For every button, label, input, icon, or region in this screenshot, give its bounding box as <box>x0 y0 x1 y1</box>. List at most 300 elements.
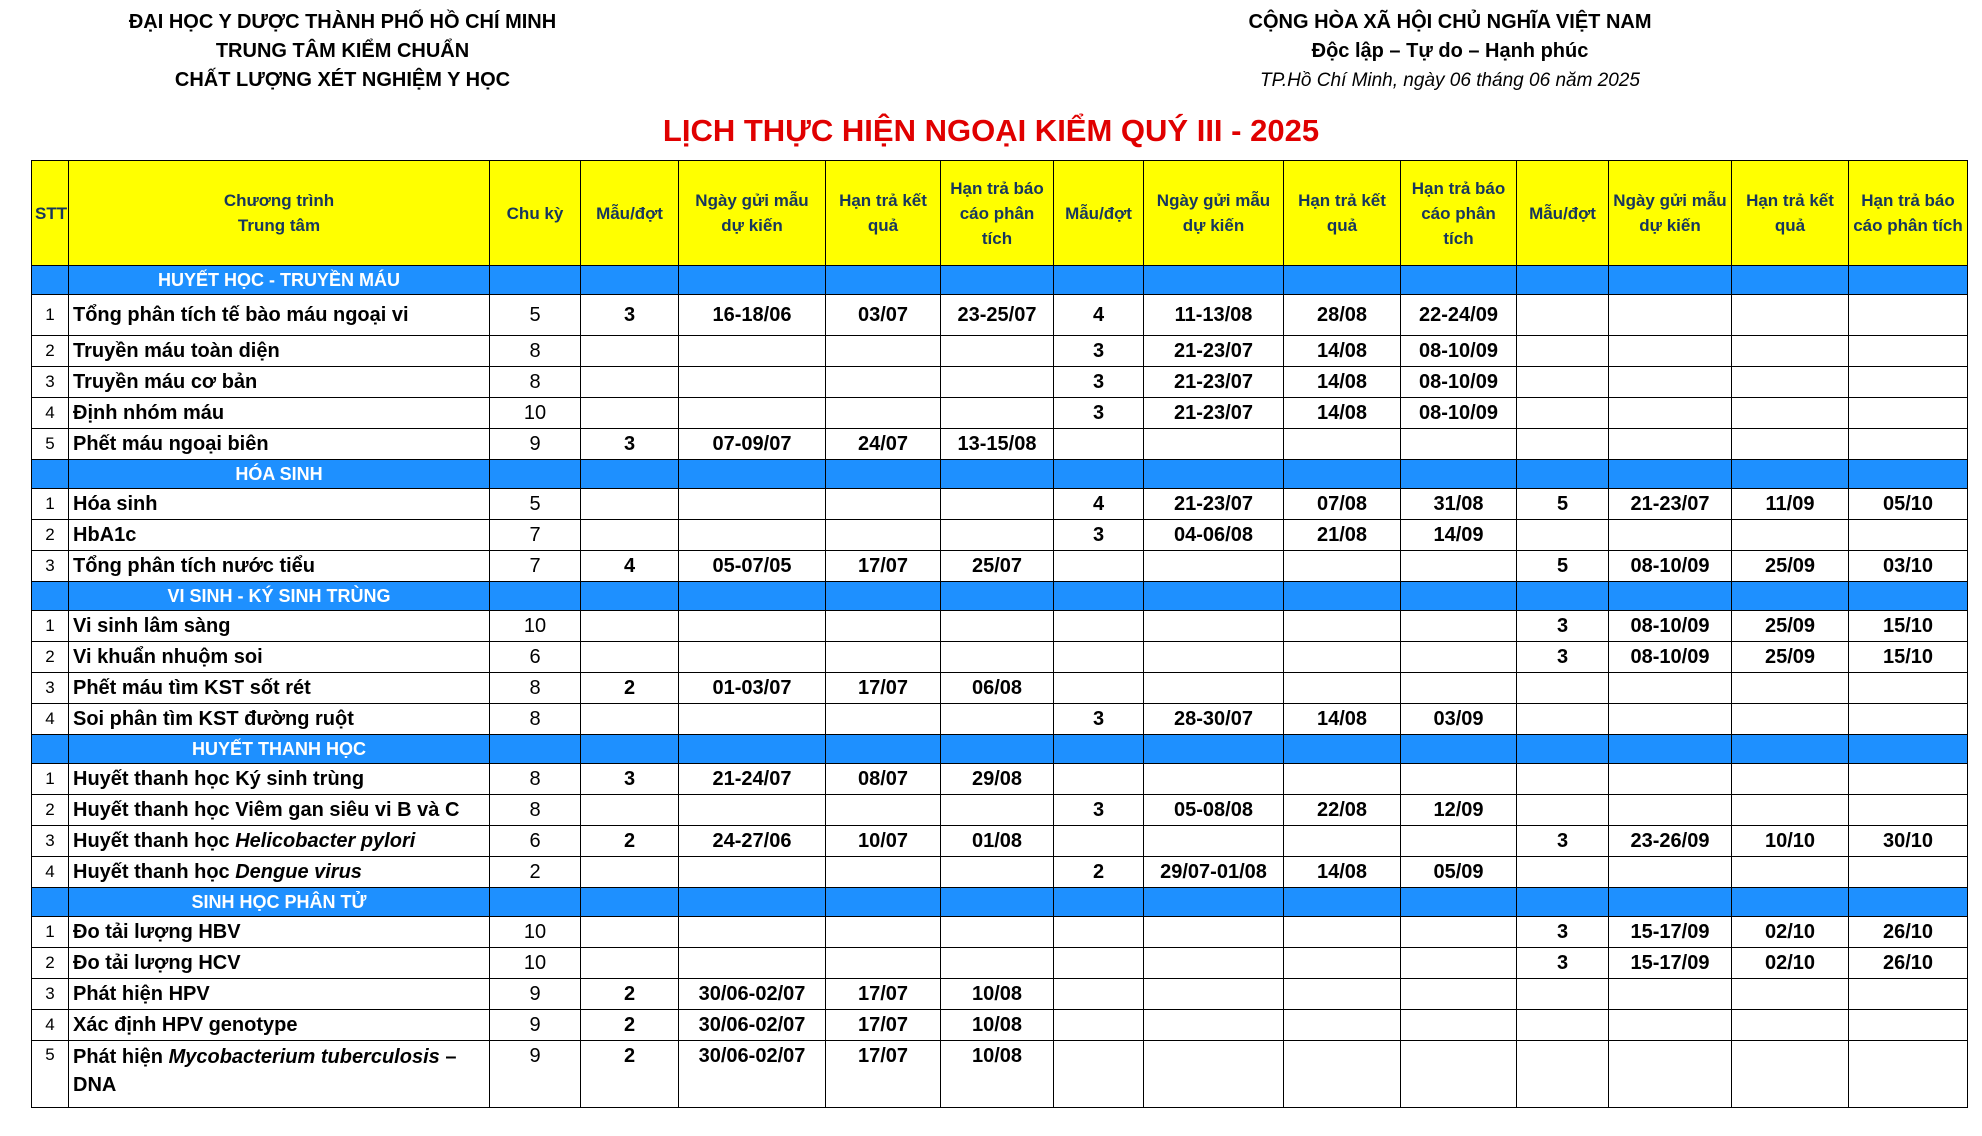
row-g3-report <box>1849 429 1968 460</box>
row-g2-send <box>1144 429 1284 460</box>
row-g2-batch: 2 <box>1054 857 1144 888</box>
row-g1-batch: 3 <box>581 295 679 336</box>
section-empty-cell <box>1849 888 1968 917</box>
col-header-stt: STT <box>32 161 69 266</box>
section-header-row <box>32 888 1968 917</box>
row-g3-send <box>1609 704 1732 735</box>
section-empty-cell <box>1849 460 1968 489</box>
section-empty-cell <box>679 735 826 764</box>
program-name-text: Huyết thanh học <box>73 829 236 852</box>
row-g1-result: 03/07 <box>826 295 941 336</box>
table-row <box>32 795 1968 826</box>
row-g3-report <box>1849 704 1968 735</box>
row-g3-batch: 3 <box>1517 917 1609 948</box>
row-g2-batch <box>1054 826 1144 857</box>
row-g2-send: 29/07-01/08 <box>1144 857 1284 888</box>
row-g1-send <box>679 611 826 642</box>
row-g3-send: 23-26/09 <box>1609 826 1732 857</box>
row-g2-result <box>1284 611 1401 642</box>
row-g2-send <box>1144 1010 1284 1041</box>
row-g1-result <box>826 917 941 948</box>
institution-line-2: TRUNG TÂM KIỂM CHUẨN <box>215 40 470 62</box>
row-g1-send: 05-07/05 <box>679 551 826 582</box>
row-g1-batch <box>581 336 679 367</box>
row-g1-report <box>941 917 1054 948</box>
row-g1-result <box>826 367 941 398</box>
row-program-name: Xác định HPV genotype <box>69 1010 490 1041</box>
row-cycle: 8 <box>490 367 581 398</box>
section-empty-cell <box>679 888 826 917</box>
row-g2-report <box>1401 764 1517 795</box>
table-row <box>32 1041 1968 1108</box>
row-stt: 2 <box>32 948 69 979</box>
col-header-g1-report: Hạn trả báo cáo phân tích <box>941 161 1054 266</box>
row-g2-report <box>1401 551 1517 582</box>
section-empty-cell <box>1849 582 1968 611</box>
row-g2-send: 11-13/08 <box>1144 295 1284 336</box>
row-g1-report <box>941 489 1054 520</box>
section-empty-cell <box>1849 266 1968 295</box>
row-cycle: 5 <box>490 295 581 336</box>
row-g3-batch <box>1517 979 1609 1010</box>
section-empty-cell <box>1517 266 1609 295</box>
row-stt: 4 <box>32 857 69 888</box>
section-empty-cell <box>1144 460 1284 489</box>
row-g2-report <box>1401 1041 1517 1108</box>
table-row <box>32 520 1968 551</box>
section-empty-cell <box>941 582 1054 611</box>
table-row <box>32 398 1968 429</box>
row-g2-batch: 3 <box>1054 398 1144 429</box>
row-g2-send: 28-30/07 <box>1144 704 1284 735</box>
row-g1-report: 25/07 <box>941 551 1054 582</box>
row-stt: 1 <box>32 295 69 336</box>
section-empty-cell <box>1284 888 1401 917</box>
section-empty-cell <box>1284 735 1401 764</box>
section-title: HUYẾT HỌC - TRUYỀN MÁU <box>69 266 490 295</box>
section-empty-cell <box>1284 582 1401 611</box>
row-g3-batch <box>1517 367 1609 398</box>
row-g3-result <box>1732 398 1849 429</box>
row-g2-result: 14/08 <box>1284 857 1401 888</box>
row-g2-result: 14/08 <box>1284 704 1401 735</box>
section-empty-cell <box>581 460 679 489</box>
row-g1-batch <box>581 857 679 888</box>
row-g2-report <box>1401 917 1517 948</box>
row-g3-result: 02/10 <box>1732 948 1849 979</box>
row-g2-batch <box>1054 979 1144 1010</box>
schedule-table <box>31 160 1968 1108</box>
section-empty-cell <box>1144 266 1284 295</box>
section-empty-cell <box>826 460 941 489</box>
row-program-name: Phết máu ngoại biên <box>69 429 490 460</box>
row-g1-report: 01/08 <box>941 826 1054 857</box>
row-cycle: 8 <box>490 704 581 735</box>
row-g3-batch <box>1517 1010 1609 1041</box>
row-g3-send: 21-23/07 <box>1609 489 1732 520</box>
row-program-name <box>69 826 490 857</box>
section-empty-cell <box>1401 582 1517 611</box>
program-name-text: Phát hiện <box>73 1046 169 1068</box>
row-g2-send: 21-23/07 <box>1144 367 1284 398</box>
row-g2-send <box>1144 611 1284 642</box>
col-header-program <box>69 161 490 266</box>
row-g2-send <box>1144 948 1284 979</box>
row-g3-result <box>1732 764 1849 795</box>
row-program-name: Vi sinh lâm sàng <box>69 611 490 642</box>
col-header-program-line2: Trung tâm <box>237 216 321 235</box>
row-program-name: Đo tải lượng HBV <box>69 917 490 948</box>
row-g1-result: 17/07 <box>826 1041 941 1108</box>
row-g1-send: 24-27/06 <box>679 826 826 857</box>
row-g3-result <box>1732 795 1849 826</box>
row-g2-batch <box>1054 948 1144 979</box>
row-g1-result: 17/07 <box>826 673 941 704</box>
table-row <box>32 704 1968 735</box>
row-program-name: Tổng phân tích tế bào máu ngoại vi <box>69 295 490 336</box>
row-g3-batch: 5 <box>1517 489 1609 520</box>
row-g1-batch: 2 <box>581 826 679 857</box>
row-g2-send: 05-08/08 <box>1144 795 1284 826</box>
row-g1-send: 30/06-02/07 <box>679 1010 826 1041</box>
row-g2-report: 22-24/09 <box>1401 295 1517 336</box>
row-g3-batch: 3 <box>1517 826 1609 857</box>
row-g2-result <box>1284 429 1401 460</box>
row-g1-batch <box>581 398 679 429</box>
section-stt-cell <box>32 888 69 917</box>
section-stt-cell <box>32 582 69 611</box>
table-row <box>32 611 1968 642</box>
row-g1-report <box>941 336 1054 367</box>
section-empty-cell <box>941 735 1054 764</box>
row-g2-report: 08-10/09 <box>1401 398 1517 429</box>
row-g1-batch <box>581 948 679 979</box>
row-program-name: Đo tải lượng HCV <box>69 948 490 979</box>
col-header-g3-report: Hạn trả báo cáo phân tích <box>1849 161 1968 266</box>
row-g1-result <box>826 611 941 642</box>
row-g2-report <box>1401 826 1517 857</box>
row-g1-batch: 2 <box>581 1041 679 1108</box>
national-motto-line-2: Độc lập – Tự do – Hạnh phúc <box>1311 40 1589 62</box>
row-cycle: 5 <box>490 489 581 520</box>
row-g3-result: 25/09 <box>1732 611 1849 642</box>
row-stt: 3 <box>32 979 69 1010</box>
table-row <box>32 673 1968 704</box>
row-g1-report: 13-15/08 <box>941 429 1054 460</box>
table-row <box>32 826 1968 857</box>
table-row <box>32 367 1968 398</box>
row-cycle: 9 <box>490 979 581 1010</box>
row-stt: 3 <box>32 673 69 704</box>
row-g2-batch <box>1054 551 1144 582</box>
row-g3-send <box>1609 795 1732 826</box>
section-stt-cell <box>32 266 69 295</box>
row-cycle: 6 <box>490 642 581 673</box>
row-g3-result <box>1732 857 1849 888</box>
row-g3-report: 30/10 <box>1849 826 1968 857</box>
section-empty-cell <box>1284 266 1401 295</box>
section-empty-cell <box>1517 735 1609 764</box>
col-header-g3-send: Ngày gửi mẫu dự kiến <box>1609 161 1732 266</box>
row-g1-send <box>679 704 826 735</box>
row-g1-report: 10/08 <box>941 1010 1054 1041</box>
row-g2-result <box>1284 764 1401 795</box>
row-g1-report <box>941 642 1054 673</box>
row-cycle: 8 <box>490 336 581 367</box>
row-g1-result <box>826 489 941 520</box>
row-g3-report: 15/10 <box>1849 611 1968 642</box>
row-g1-result <box>826 336 941 367</box>
row-g3-result: 10/10 <box>1732 826 1849 857</box>
section-empty-cell <box>826 735 941 764</box>
col-header-cycle: Chu kỳ <box>490 161 581 266</box>
section-empty-cell <box>1401 735 1517 764</box>
row-g1-report: 10/08 <box>941 979 1054 1010</box>
row-g3-batch: 3 <box>1517 611 1609 642</box>
row-g3-batch <box>1517 1041 1609 1108</box>
row-g1-batch <box>581 642 679 673</box>
row-g3-send: 08-10/09 <box>1609 551 1732 582</box>
national-motto-line-1: CỘNG HÒA XÃ HỘI CHỦ NGHĨA VIỆT NAM <box>1248 11 1652 33</box>
row-g2-result <box>1284 917 1401 948</box>
row-g2-send <box>1144 551 1284 582</box>
row-g3-send: 08-10/09 <box>1609 642 1732 673</box>
section-empty-cell <box>679 266 826 295</box>
row-g3-result: 25/09 <box>1732 551 1849 582</box>
row-g3-result <box>1732 1041 1849 1108</box>
row-g1-result: 24/07 <box>826 429 941 460</box>
col-header-g2-result: Hạn trả kết quả <box>1284 161 1401 266</box>
row-g3-batch <box>1517 520 1609 551</box>
row-g1-send <box>679 367 826 398</box>
row-g3-send: 08-10/09 <box>1609 611 1732 642</box>
table-row <box>32 489 1968 520</box>
row-g2-report: 03/09 <box>1401 704 1517 735</box>
row-g3-batch <box>1517 857 1609 888</box>
row-g3-report <box>1849 295 1968 336</box>
section-empty-cell <box>1401 460 1517 489</box>
row-g1-report <box>941 611 1054 642</box>
row-g1-send: 30/06-02/07 <box>679 1041 826 1108</box>
row-g3-report <box>1849 1041 1968 1108</box>
row-g3-report <box>1849 367 1968 398</box>
row-g2-result: 22/08 <box>1284 795 1401 826</box>
table-row <box>32 764 1968 795</box>
row-g1-result: 10/07 <box>826 826 941 857</box>
section-empty-cell <box>1284 460 1401 489</box>
row-cycle: 8 <box>490 795 581 826</box>
row-stt: 3 <box>32 367 69 398</box>
table-row <box>32 1010 1968 1041</box>
row-g2-batch <box>1054 611 1144 642</box>
row-g3-result <box>1732 336 1849 367</box>
row-g3-send <box>1609 367 1732 398</box>
row-cycle: 7 <box>490 551 581 582</box>
section-empty-cell <box>826 582 941 611</box>
row-g3-report <box>1849 795 1968 826</box>
row-stt: 5 <box>32 1041 69 1108</box>
row-program-name: Truyền máu cơ bản <box>69 367 490 398</box>
row-g2-result: 21/08 <box>1284 520 1401 551</box>
row-g3-send <box>1609 1041 1732 1108</box>
row-g1-batch <box>581 489 679 520</box>
row-g1-batch <box>581 367 679 398</box>
col-header-g3-batch: Mẫu/đợt <box>1517 161 1609 266</box>
row-stt: 2 <box>32 642 69 673</box>
row-g3-send <box>1609 295 1732 336</box>
row-g1-batch: 2 <box>581 979 679 1010</box>
row-g3-send <box>1609 429 1732 460</box>
row-g1-result <box>826 642 941 673</box>
row-g3-batch: 5 <box>1517 551 1609 582</box>
col-header-program-line1: Chương trình <box>223 191 335 210</box>
row-g3-result: 11/09 <box>1732 489 1849 520</box>
row-g2-result <box>1284 551 1401 582</box>
row-g1-result: 08/07 <box>826 764 941 795</box>
row-program-name: Hóa sinh <box>69 489 490 520</box>
row-g1-send: 16-18/06 <box>679 295 826 336</box>
row-g1-batch <box>581 704 679 735</box>
institution-line-3: CHẤT LƯỢNG XÉT NGHIỆM Y HỌC <box>174 69 511 91</box>
row-g3-batch <box>1517 336 1609 367</box>
row-g3-send <box>1609 764 1732 795</box>
row-g2-send <box>1144 979 1284 1010</box>
col-header-g1-send: Ngày gửi mẫu dự kiến <box>679 161 826 266</box>
row-g1-result <box>826 948 941 979</box>
row-g1-batch: 3 <box>581 764 679 795</box>
section-empty-cell <box>490 266 581 295</box>
row-stt: 4 <box>32 398 69 429</box>
program-name-organism: Dengue virus <box>235 860 362 883</box>
section-empty-cell <box>490 460 581 489</box>
row-stt: 2 <box>32 520 69 551</box>
row-g2-send: 21-23/07 <box>1144 489 1284 520</box>
row-g3-batch <box>1517 673 1609 704</box>
document-date: TP.Hồ Chí Minh, ngày 06 tháng 06 năm 2025 <box>1260 70 1640 91</box>
row-g2-batch: 3 <box>1054 795 1144 826</box>
section-empty-cell <box>679 582 826 611</box>
row-g2-report <box>1401 642 1517 673</box>
program-name-text: Huyết thanh học <box>73 860 236 883</box>
row-g2-result: 07/08 <box>1284 489 1401 520</box>
row-g1-send: 07-09/07 <box>679 429 826 460</box>
row-g1-report <box>941 704 1054 735</box>
row-g2-batch: 4 <box>1054 489 1144 520</box>
section-empty-cell <box>1609 582 1732 611</box>
row-stt: 2 <box>32 336 69 367</box>
row-g1-send <box>679 857 826 888</box>
section-empty-cell <box>1054 735 1144 764</box>
row-g3-result <box>1732 1010 1849 1041</box>
col-header-g1-result: Hạn trả kết quả <box>826 161 941 266</box>
row-program-name: Huyết thanh học Viêm gan siêu vi B và C <box>69 795 490 826</box>
row-g3-report: 15/10 <box>1849 642 1968 673</box>
row-g3-result: 25/09 <box>1732 642 1849 673</box>
row-g2-batch <box>1054 642 1144 673</box>
row-g1-send: 01-03/07 <box>679 673 826 704</box>
row-g2-send: 21-23/07 <box>1144 398 1284 429</box>
row-g2-batch: 3 <box>1054 367 1144 398</box>
row-g3-result <box>1732 673 1849 704</box>
section-empty-cell <box>1054 460 1144 489</box>
row-g1-report: 10/08 <box>941 1041 1054 1108</box>
row-g3-batch <box>1517 295 1609 336</box>
row-g1-report: 29/08 <box>941 764 1054 795</box>
row-g1-result: 17/07 <box>826 551 941 582</box>
table-row <box>32 336 1968 367</box>
col-header-g3-result: Hạn trả kết quả <box>1732 161 1849 266</box>
row-g1-batch: 4 <box>581 551 679 582</box>
row-g3-result <box>1732 429 1849 460</box>
row-g3-result: 02/10 <box>1732 917 1849 948</box>
section-header-row <box>32 266 1968 295</box>
row-g3-send <box>1609 520 1732 551</box>
row-g3-send <box>1609 979 1732 1010</box>
row-cycle: 10 <box>490 611 581 642</box>
row-g1-batch: 3 <box>581 429 679 460</box>
section-empty-cell <box>581 888 679 917</box>
col-header-g2-batch: Mẫu/đợt <box>1054 161 1144 266</box>
section-empty-cell <box>679 460 826 489</box>
row-g2-batch <box>1054 764 1144 795</box>
row-g2-result <box>1284 673 1401 704</box>
table-row <box>32 295 1968 336</box>
table-row <box>32 979 1968 1010</box>
section-header-row <box>32 735 1968 764</box>
row-cycle: 8 <box>490 673 581 704</box>
page-title: LỊCH THỰC HIỆN NGOẠI KIỂM QUÝ III - 2025 <box>662 113 1320 148</box>
program-name-suffix: – DNA <box>73 1046 457 1096</box>
institution-line-1: ĐẠI HỌC Y DƯỢC THÀNH PHỐ HỒ CHÍ MINH <box>128 11 557 33</box>
row-g1-result: 17/07 <box>826 1010 941 1041</box>
row-g1-send <box>679 520 826 551</box>
row-g2-batch <box>1054 917 1144 948</box>
row-g1-send <box>679 398 826 429</box>
row-g1-report <box>941 520 1054 551</box>
row-g3-report <box>1849 764 1968 795</box>
row-cycle: 8 <box>490 764 581 795</box>
row-g2-report <box>1401 611 1517 642</box>
row-g3-batch: 3 <box>1517 948 1609 979</box>
row-g2-report <box>1401 429 1517 460</box>
row-cycle: 9 <box>490 1010 581 1041</box>
row-g2-result <box>1284 826 1401 857</box>
row-g2-batch: 3 <box>1054 704 1144 735</box>
section-empty-cell <box>941 266 1054 295</box>
row-g2-result <box>1284 1010 1401 1041</box>
table-row <box>32 857 1968 888</box>
section-empty-cell <box>1054 582 1144 611</box>
row-program-name: Soi phân tìm KST đường ruột <box>69 704 490 735</box>
row-g1-result: 17/07 <box>826 979 941 1010</box>
section-empty-cell <box>490 582 581 611</box>
row-g3-batch <box>1517 429 1609 460</box>
row-stt: 4 <box>32 1010 69 1041</box>
row-stt: 1 <box>32 764 69 795</box>
section-empty-cell <box>1401 888 1517 917</box>
section-empty-cell <box>1144 582 1284 611</box>
section-empty-cell <box>1054 266 1144 295</box>
national-header <box>1245 8 1655 95</box>
row-g2-batch <box>1054 673 1144 704</box>
institution-header <box>90 8 595 95</box>
row-g3-send <box>1609 336 1732 367</box>
row-g1-batch: 2 <box>581 673 679 704</box>
row-g1-send: 30/06-02/07 <box>679 979 826 1010</box>
row-g2-result: 14/08 <box>1284 367 1401 398</box>
section-header-row <box>32 582 1968 611</box>
row-stt: 5 <box>32 429 69 460</box>
